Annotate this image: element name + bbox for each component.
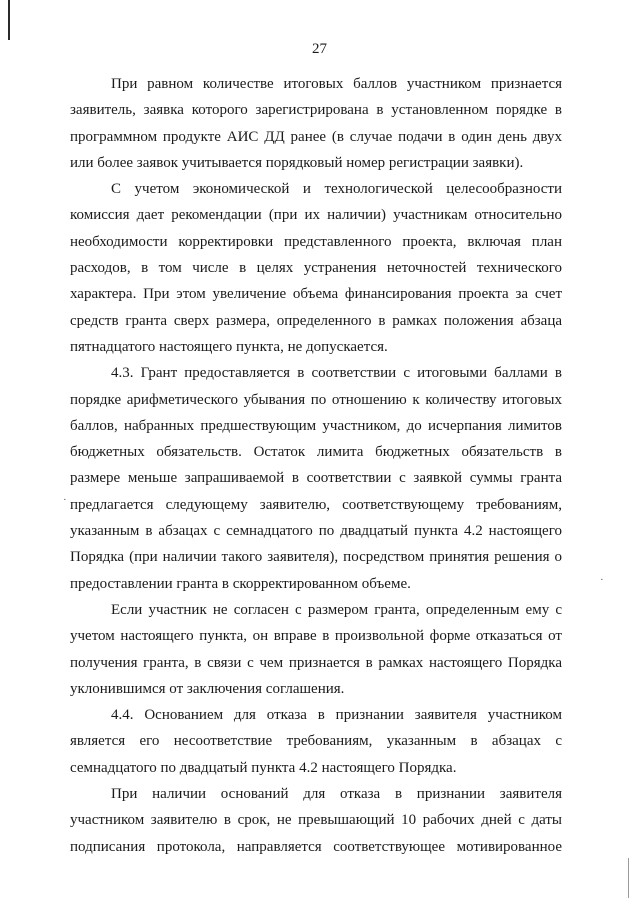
paragraph: При равном количестве итоговых баллов участником признается заявитель, заявка которого зарегистрирована в установленном порядке в программном продукте АИС ДД ранее (в случае подачи в один день двух или более заявок учитывается порядковый номер регистрации заявки). — [70, 76, 562, 171]
page-number: 27 — [312, 41, 327, 57]
paragraph: 4.4. Основанием для отказа в признании заявителя участником является его несоответствие требованиям, указанным в абзацах с семнадцатого по двадцатый пункта 4.2 настоящего Порядка. — [70, 707, 562, 776]
scan-edge-mark — [628, 858, 629, 898]
document-body — [70, 71, 562, 860]
paragraph: При наличии оснований для отказа в признании заявителя участником заявителю в срок, не превышающий 10 рабочих дней с даты подписания протокола, направляется соответствующее мотивированное — [70, 786, 562, 855]
scan-speck: · — [63, 494, 67, 506]
paragraph: С учетом экономической и технологической целесообразности комиссия дает рекомендации (при их наличии) участникам относительно необходимости корректировки представленного проекта, включая план расходов, в том числе в целях устранения неточностей технического характера. При этом увеличение объема финансирования проекта за счет средств гранта сверх размера, определенного в рамках положения абзаца пятнадцатого настоящего пункта, не допускается. — [70, 181, 562, 355]
paragraph: Если участник не согласен с размером гранта, определенным ему с учетом настоящего пункта, он вправе в произвольной форме отказаться от получения гранта, в связи с чем признается в рамках настоящего Порядка уклонившимся от заключения соглашения. — [70, 601, 562, 697]
scan-speck: · — [600, 574, 604, 586]
paragraph: 4.3. Грант предоставляется в соответствии с итоговыми баллами в порядке арифметического убывания по отношению к количеству итоговых баллов, набранных предшествующим участником, до исчерпания лимитов бюджетных обязательств. Остаток лимита бюджетных обязательств в размере меньше запрашиваемой в соответствии с заявкой суммы гранта предлагается следующему заявителю, соответствующему требованиям, указанным в абзацах с семнадцатого по двадцатый пункта 4.2 настоящего Порядка (при наличии такого заявителя), посредством принятия решения о предоставлении гранта в скорректированном объеме. — [70, 365, 562, 592]
scan-edge-mark — [8, 0, 10, 40]
